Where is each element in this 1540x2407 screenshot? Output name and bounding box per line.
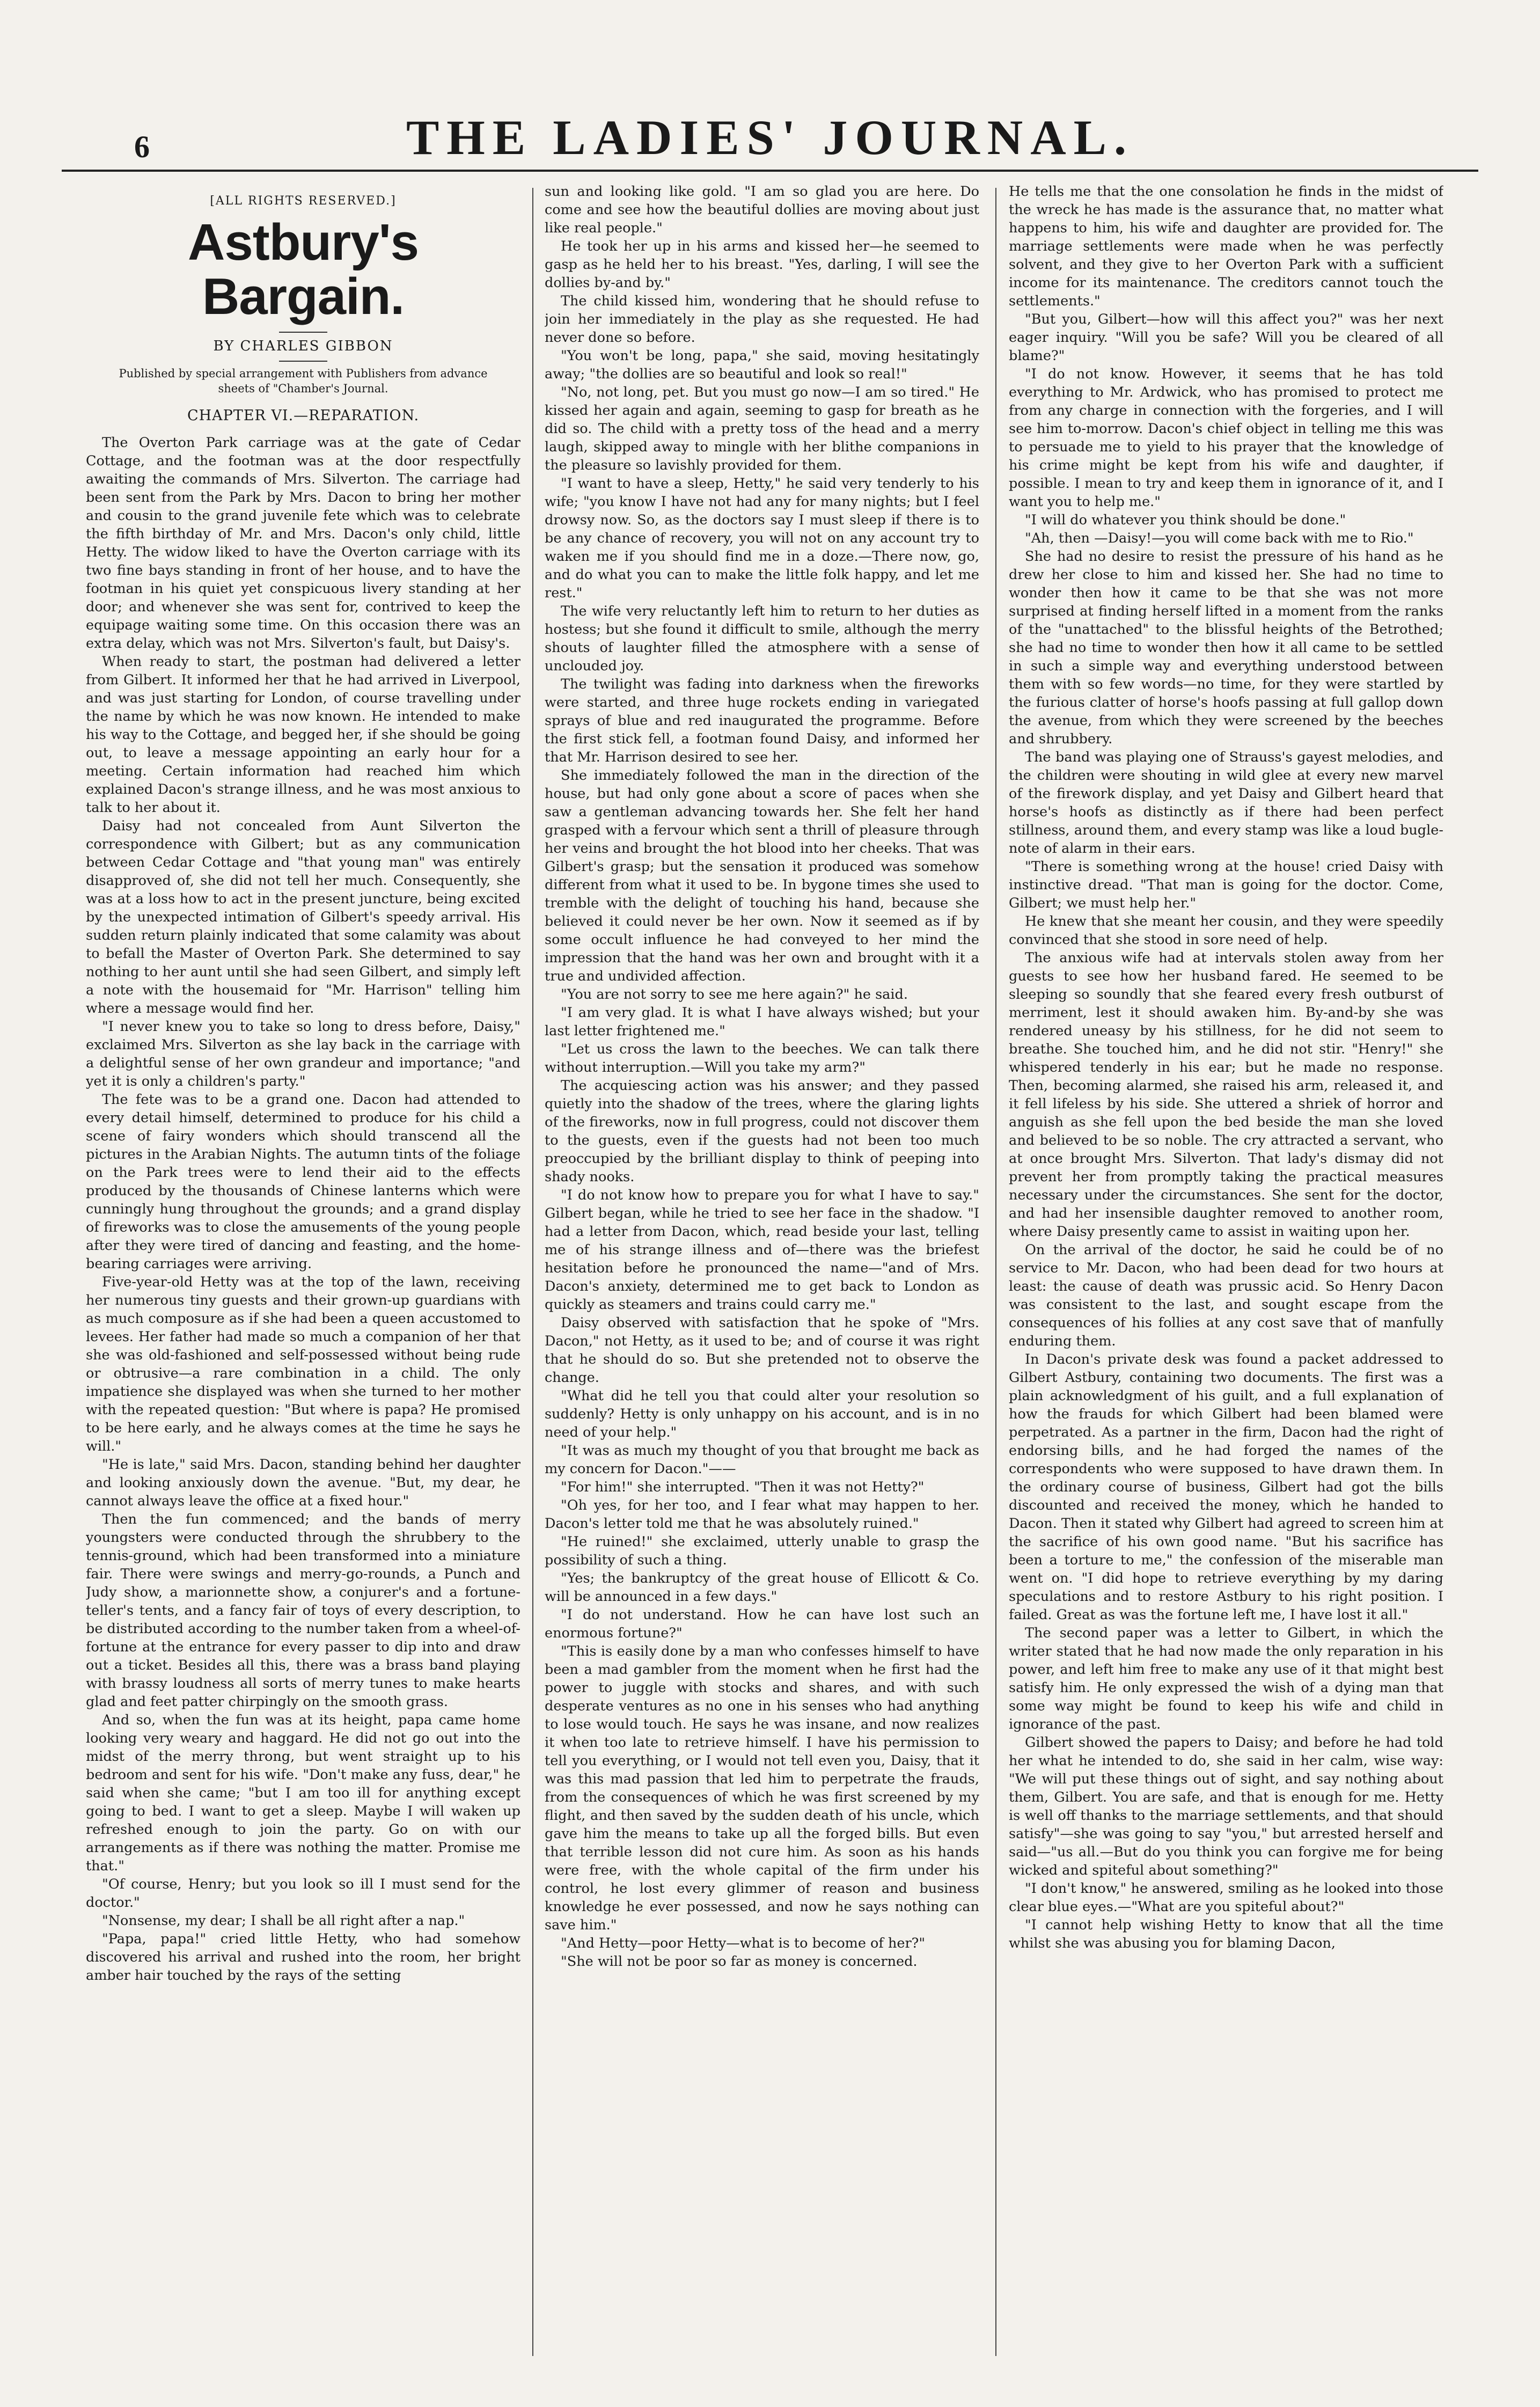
paragraph: "Let us cross the lawn to the beeches. We can talk there without interruption.—Will you take my arm?" <box>545 1041 979 1076</box>
paragraph: "I cannot help wishing Hetty to know that all the time whilst she was abusing you for blaming Dacon, <box>1009 1917 1443 1951</box>
paragraph: "He ruined!" she exclaimed, utterly unable to grasp the possibility of such a thing. <box>545 1534 979 1568</box>
paragraph: "She will not be poor so far as money is concerned. <box>561 1954 918 1970</box>
paragraph: "Of course, Henry; but you look so ill I must send for the doctor." <box>86 1876 520 1911</box>
paragraph: She immediately followed the man in the direction of the house, but had only gone about a score of paces when she saw a gentleman advancing towards her. She felt her hand grasped with a fervour which sent a thrill of pleasure through her veins and brought the hot blood into her cheeks. That was Gilbert's grasp; but the sensation it produced was somehow different from what it used to be. In bygone times she used to tremble with the delight of touching his hand, because she believed it could never be her own. Now it seemed as if by some occult influence he had conveyed to her mind the impression that the hand was her own and brought with it a true and undivided affection. <box>545 767 979 984</box>
paragraph: The wife very reluctantly left him to return to her duties as hostess; but she found it difficult to smile, although the merry shouts of laughter filled the atmosphere with a sense of unclouded joy. <box>545 603 979 674</box>
paragraph: The anxious wife had at intervals stolen away from her guests to see how her husband fared. He seemed to be sleeping so soundly that she feared every fresh outburst of merriment, lest it should awaken him. By-and-by she was rendered uneasy by his stillness, for he did not seem to breathe. She touched him, and he did not stir. "Henry!" she whispered tenderly in his ear; but he made no response. Then, becoming alarmed, she raised his arm, released it, and it fell lifeless by his side. She uttered a shriek of horror and anguish as she fell upon the bed beside the man she loved and believed to be so noble. The cry attracted a servant, who at once brought Mrs. Silverton. That lady's dismay did not prevent her from promptly taking the practical measures necessary under the circumstances. She sent for the doctor, and had her insensible daughter removed to another room, where Daisy presently came to assist in waiting upon her. <box>1009 950 1443 1240</box>
story-title: Astbury's Bargain. <box>188 214 419 325</box>
masthead <box>0 0 1540 165</box>
column-body <box>545 182 979 1971</box>
rights-notice: [ALL RIGHTS RESERVED.] <box>210 194 397 208</box>
paragraph: "I will do whatever you think should be done." <box>1025 512 1346 528</box>
column-1 <box>86 182 520 2361</box>
paragraph: "I do not know. However, it seems that he has told everything to Mr. Ardwick, who has promised to protect me from any charge in connection with the forgeries, and I will see him to-morrow. Dacon's chief object in telling me this was to persuade me to yield to his prayer that the knowledge of his crime might be kept from his wife and daughter, if possible. I mean to try and keep them in ignorance of it, and I want you to help me." <box>1009 366 1443 510</box>
divider <box>279 361 327 362</box>
paragraph: The acquiescing action was his answer; and they passed quietly into the shadow of the trees, where the glaring lights of the fireworks, now in full progress, could not discover them to the guests, even if the guests had not been too much preoccupied by the brilliant display to think of peeping into shady nooks. <box>545 1078 979 1185</box>
paragraph: "And Hetty—poor Hetty—what is to become of her?" <box>561 1935 926 1951</box>
paragraph: He tells me that the one consolation he finds in the midst of the wreck he has made is the assurance that, no matter what happens to him, his wife and daughter are provided for. The marriage settlements were made when he was perfectly solvent, and they give to her Overton Park with a sufficient income for its maintenance. The creditors cannot touch the settlements." <box>1009 184 1443 309</box>
column-body <box>1009 182 1443 1952</box>
paragraph: When ready to start, the postman had delivered a letter from Gilbert. It informed her that he had arrived in Liverpool, and was just starting for London, of course travelling under the name by which he was now known. He intended to make his way to the Cottage, and begged her, if she should be going out, to leave a message appointing an early hour for a meeting. Certain information had reached him which explained Dacon's strange illness, and he was most anxious to talk to her about it. <box>86 653 520 816</box>
column-rule <box>532 188 533 2356</box>
paragraph: "There is something wrong at the house! cried Daisy with instinctive dread. "That man is going for the doctor. Come, Gilbert; we must help her." <box>1009 859 1443 911</box>
paragraph: The fete was to be a grand one. Dacon had attended to every detail himself, determined to produce for his child a scene of fairy wonders which should transcend all the pictures in the Arabian Nights. The autumn tints of the foliage on the Park trees were to lend their aid to the effects produced by the thousands of Chinese lanterns which were cunningly hung throughout the grounds; and a grand display of fireworks was to close the amusements of the young people after they were tired of dancing and feasting, and the home-bearing carriages were arriving. <box>86 1091 520 1272</box>
paragraph: "For him!" she interrupted. "Then it was not Hetty?" <box>561 1479 925 1495</box>
paragraph: "I want to have a sleep, Hetty," he said very tenderly to his wife; "you know I have not had any for many nights; but I feel drowsy now. So, as the doctors say I must sleep if there is to be any chance of recovery, you will not on any account try to waken me if you should find me in a doze.—There now, go, and do what you can to make the little folk happy, and let me rest." <box>545 475 979 601</box>
publication-note: Published by special arrangement with Publishers from advance sheets of "Chamber's Journal. <box>119 367 488 395</box>
chapter-heading: CHAPTER VI.—REPARATION. <box>187 407 420 424</box>
paragraph: sun and looking like gold. "I am so glad you are here. Do come and see how the beautiful dollies are moving about just like real people." <box>545 184 979 236</box>
paragraph: Daisy observed with satisfaction that he spoke of "Mrs. Dacon," not Hetty, as it used to be; and of course it was right that he should do so. But she pretended not to observe the change. <box>545 1315 979 1386</box>
paragraph: In Dacon's private desk was found a packet addressed to Gilbert Astbury, containing two documents. The first was a plain acknowledgment of his guilt, and a full explanation of how the frauds for which Gilbert had been blamed were perpetrated. As a partner in the firm, Dacon had the right of endorsing bills, and he had forged the names of the correspondents who were supposed to have drawn them. In the ordinary course of business, Gilbert had got the bills discounted and received the money, which he handed to Dacon. Then it stated why Gilbert had agreed to screen him at the sacrifice of his own good name. "But his sacrifice has been a torture to me," the confession of the miserable man went on. "I did hope to retrieve everything by my daring speculations and to restore Astbury to his right position. I failed. Great as was the fortune left me, I have lost it all." <box>1009 1351 1443 1623</box>
divider <box>279 332 327 333</box>
paragraph: "But you, Gilbert—how will this affect you?" was her next eager inquiry. "Will you be safe? Will you be cleared of all blame?" <box>1009 311 1443 364</box>
paragraph: She had no desire to resist the pressure of his hand as he drew her close to him and kissed her. She had no time to wonder then how it came to be that she was not more surprised at finding herself lifted in a moment from the ranks of the "unattached" to the blissful heights of the Betrothed; she had no time to wonder then how it all came to be settled in such a simple way and everything understood between them with so few words—no time, for they were startled by the furious clatter of horse's hoofs passing at full gallop down the avenue, from which they were screened by the beeches and shrubbery. <box>1009 548 1443 747</box>
paragraph: The second paper was a letter to Gilbert, in which the writer stated that he had now made the only reparation in his power, and left him free to make any use of it that might best satisfy him. He only expressed the wish of a dying man that some way might be found to keep his wife and child in ignorance of the past. <box>1009 1625 1443 1732</box>
paragraph: He took her up in his arms and kissed her—he seemed to gasp as he held her to his breast. "Yes, darling, I will see the dollies by-and by." <box>545 238 979 291</box>
paragraph: The twilight was fading into darkness when the fireworks were started, and three huge rockets ending in variegated sprays of blue and red inaugurated the programme. Before the first stick fell, a footman found Daisy, and informed her that Mr. Harrison desired to see her. <box>545 676 979 765</box>
paragraph: "I don't know," he answered, smiling as he looked into those clear blue eyes.—"What are you spiteful about?" <box>1009 1881 1443 1915</box>
paragraph: Five-year-old Hetty was at the top of the lawn, receiving her numerous tiny guests and their grown-up guardians with as much composure as if she had been a queen accustomed to levees. Her father had made so much a companion of her that she was old-fashioned and self-possessed without being rude or obtrusive—a rare combination in a child. The only impatience she displayed was when she turned to her mother with the repeated question: "But where is papa? He promised to be here early, and he always comes at the time he says he will." <box>86 1274 520 1454</box>
byline: BY CHARLES GIBBON <box>213 338 393 354</box>
paragraph: On the arrival of the doctor, he said he could be of no service to Mr. Dacon, who had been dead for two hours at least: the cause of death was prussic acid. So Henry Dacon was consistent to the last, and sought escape from the consequences of his follies at any cost save that of manfully enduring them. <box>1009 1242 1443 1349</box>
paragraph: Then the fun commenced; and the bands of merry youngsters were conducted through the shrubbery to the tennis-ground, which had been transformed into a miniature fair. There were swings and merry-go-rounds, a Punch and Judy show, a marionnette show, a conjurer's and a fortune-teller's tents, and a fancy fair of toys of every description, to be distributed according to the number taken from a wheel-of-fortune at the entrance for every passer to dip into and draw out a ticket. Besides all this, there was a brass band playing with brassy loudness all sorts of merry tunes to make hearts glad and feet patter chirpingly on the smooth grass. <box>86 1511 520 1710</box>
paragraph: The child kissed him, wondering that he should refuse to join her immediately in the play as she requested. He had never done so before. <box>545 293 979 346</box>
paragraph: "I do not understand. How he can have lost such an enormous fortune?" <box>545 1607 979 1641</box>
paragraph: "This is easily done by a man who confesses himself to have been a mad gambler from the moment when he first had the power to juggle with stocks and shares, and with such desperate ventures as no one in his senses who had anything to lose would touch. He says he was insane, and now realizes it when too late to retrieve himself. I have his permission to tell you everything, or I would not tell even you, Daisy, that it was this mad passion that led him to perpetrate the frauds, from the consequences of which he was first screened by my flight, and then saved by the sudden death of his uncle, which gave him the means to take up all the forged bills. But even that terrible lesson did not cure him. As soon as his hands were free, with the whole capital of the firm under his control, he lost every glimmer of reason and business knowledge he ever possessed, and now he says nothing can save him." <box>545 1643 979 1933</box>
page-number: 6 <box>134 129 150 164</box>
column-2 <box>545 182 979 2361</box>
paragraph: "I do not know how to prepare you for what I have to say." Gilbert began, while he tried to see her face in the shadow. "I had a letter from Dacon, which, read beside your last, telling me of his strange illness and of—there was the briefest hesitation before he pronounced the name—"and of Mrs. Dacon's anxiety, determined me to get back to London as quickly as steamers and trains could carry me." <box>545 1187 979 1313</box>
paragraph: The Overton Park carriage was at the gate of Cedar Cottage, and the footman was at the door respectfully awaiting the commands of Mrs. Silverton. The carriage had been sent from the Park by Mrs. Dacon to bring her mother and cousin to the grand juvenile fete which was to celebrate the fifth birthday of Mr. and Mrs. Dacon's only child, little Hetty. The widow liked to have the Overton carriage with its two fine bays standing in front of her house, and to have the footman in his quiet yet conspicuous livery standing at her door; and whenever she was sent for, contrived to keep the equipage waiting some time. On this occasion there was an extra delay, which was not Mrs. Silverton's fault, but Daisy's. <box>86 434 520 652</box>
paragraph: And so, when the fun was at its height, papa came home looking very weary and haggard. He did not go out into the midst of the merry throng, but went straight up to his bedroom and sent for his wife. "Don't make any fuss, dear," he said when she came; "but I am too ill for anything except going to bed. I want to get a sleep. Maybe I will waken up refreshed enough to join the party. Go on with our arrangements as if there was nothing the matter. Promise me that." <box>86 1711 520 1874</box>
paragraph: "Papa, papa!" cried little Hetty, who had somehow discovered his arrival and rushed into the room, her bright amber hair touched by the rays of the setting <box>86 1930 520 1984</box>
paragraph: Daisy had not concealed from Aunt Silverton the correspondence with Gilbert; but as any communication between Cedar Cottage and "that young man" was entirely disapproved of, she did not tell her much. Consequently, she was at a loss how to act in the present juncture, being excited by the unexpected intimation of Gilbert's speedy arrival. His sudden return plainly indicated that some calamity was about to befall the Master of Overton Park. She determined to say nothing to her aunt until she had seen Gilbert, and simply left a note with the housemaid for "Mr. Harrison" telling him where a message would find her. <box>86 817 520 1016</box>
paragraph: "I am very glad. It is what I have always wished; but your last letter frightened me." <box>545 1005 979 1039</box>
paragraph: "You are not sorry to see me here again?" he said. <box>561 986 908 1003</box>
paragraph: The band was playing one of Strauss's gayest melodies, and the children were shouting in wild glee at every new marvel of the firework display, and yet Daisy and Gilbert heard that horse's hoofs as distinctly as if there had been perfect stillness, around them, and every stamp was like a loud bugle-note of alarm in their ears. <box>1009 749 1443 857</box>
paragraph: He knew that she meant her cousin, and they were speedily convinced that she stood in sore need of help. <box>1009 913 1443 948</box>
journal-title: THE LADIES' JOURNAL. <box>0 113 1540 172</box>
column-rule <box>995 188 996 2356</box>
paragraph: "Oh yes, for her too, and I fear what may happen to her. Dacon's letter told me that he was absolutely ruined." <box>545 1497 979 1532</box>
paragraph: "He is late," said Mrs. Dacon, standing behind her daughter and looking anxiously down the avenue. "But, my dear, he cannot always leave the office at a fixed hour." <box>86 1456 520 1509</box>
paragraph: "Ah, then —Daisy!—you will come back with me to Rio." <box>1025 530 1414 546</box>
column-3 <box>1009 182 1443 2361</box>
paragraph: Gilbert showed the papers to Daisy; and before he had told her what he intended to do, she said in her calm, wise way: "We will put these things out of sight, and say nothing about them, Gilbert. You are safe, and that is enough for me. Hetty is well off thanks to the marriage settlements, and that should satisfy"—she was going to say "you," but arrested herself and said—"us all.—But do you think you can forgive me for being wicked and spiteful about something?" <box>1009 1735 1443 1878</box>
paragraph: "It was as much my thought of you that brought me back as my concern for Dacon."—— <box>545 1443 979 1477</box>
column-body <box>86 434 520 1985</box>
paragraph: "No, not long, pet. But you must go now—I am so tired." He kissed her again and again, seeming to gasp for breath as he did so. The child with a pretty toss of the head and a merry laugh, skipped away to mingle with her blithe companions in the pleasure so lavishly provided for them. <box>545 384 979 473</box>
paragraph: "Yes; the bankruptcy of the great house of Ellicott & Co. will be announced in a few days." <box>545 1570 979 1605</box>
paragraph: "I never knew you to take so long to dress before, Daisy," exclaimed Mrs. Silverton as she lay back in the carriage with a delightful sense of her own grandeur and importance; "and yet it is only a children's party." <box>86 1018 520 1089</box>
paragraph: "What did he tell you that could alter your resolution so suddenly? Hetty is only unhappy on his account, and is in no need of your help." <box>545 1388 979 1440</box>
paragraph: "You won't be long, papa," she said, moving hesitatingly away; "the dollies are so beautiful and look so real!" <box>545 348 979 382</box>
paragraph: "Nonsense, my dear; I shall be all right after a nap." <box>102 1912 465 1929</box>
